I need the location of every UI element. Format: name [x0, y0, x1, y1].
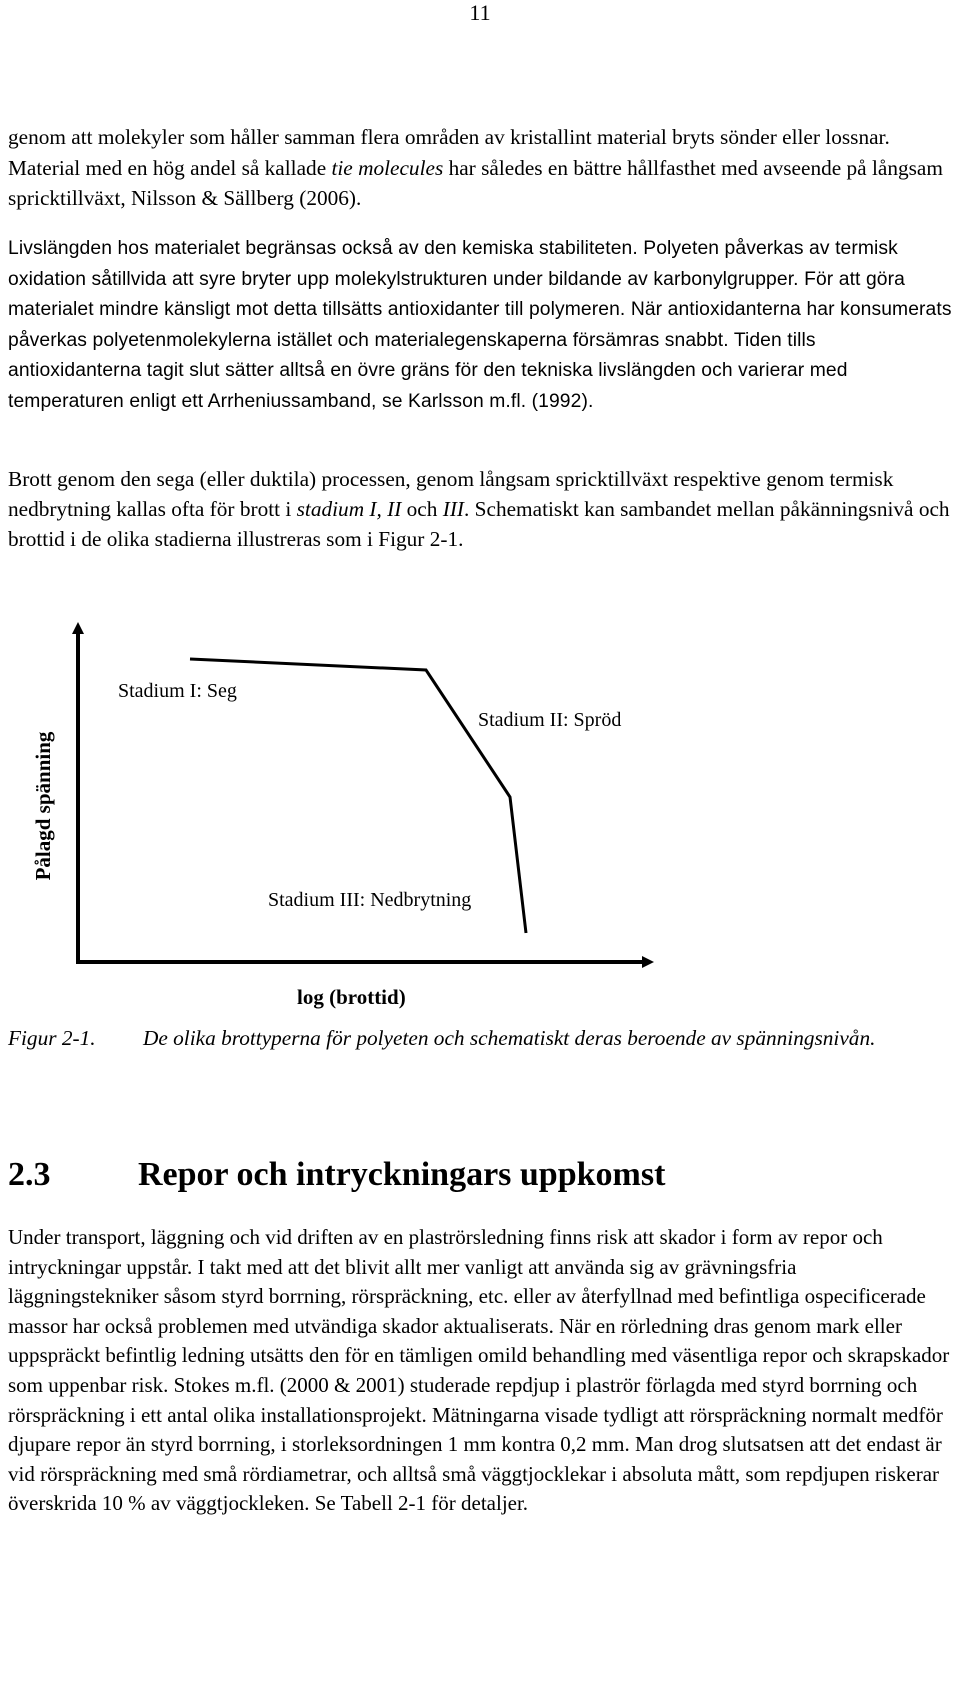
paragraph-text: . Schematiskt kan sambandet mellan påkänningsnivå och brottid i de olika stadierna illustreras som i Figur 2-1.	[8, 496, 950, 551]
paragraph-scratches: Under transport, läggning och vid driften av en plaströrsledning finns risk att skador i form av repor och intryckningar uppstår. I takt med att det blivit allt mer vanligt att använda sig av grävningsfria läggningstekniker såsom styrd borrning, rörspräckning, etc. eller av återfyllnad med befintliga ospecificerade massor har också problemen med utvändiga skador aktualiserats. När en rörledning dras genom mark eller uppspräckt befintlig ledning utsätts den för en tämligen omild behandling med väsentliga repor och skrapskador som uppenbar risk. Stokes m.fl. (2000 & 2001) studerade repdjup i plaströr förlagda med styrd borrning och rörspräckning i ett antal olika installationsprojekt. Mätningarna visade tydligt att rörspräckning normalt medför djupare repor än styrd borrning, i storleksordningen 1 mm kontra 0,2 mm. Man drog slutsatsen att det endast är vid rörspräckning med små rördiametrar, och alltså små väggtjocklekar i absoluta mått, som repdjupen riskerar överskrida 10 % av väggtjockleken. Se Tabell 2-1 för detaljer.	[8, 1225, 950, 1516]
paragraph-tie-molecules	[8, 122, 952, 214]
paragraph-fracture-stages	[8, 465, 952, 554]
paragraph-text: genom att molekyler som håller samman flera områden av kristallint material bryts sönder eller lossnar. Material med en hög andel så kallade	[8, 125, 890, 180]
stage2-label: Stadium II: Spröd	[478, 709, 622, 731]
y-axis-label: Pålagd spänning	[31, 731, 55, 881]
paragraph-text: Brott genom den sega (eller duktila) processen, genom långsam spricktillväxt respektive genom termisk nedbrytning kallas ofta för brott i	[8, 467, 894, 521]
stage3-label: Stadium III: Nedbrytning	[268, 889, 472, 911]
section-title: Repor och intryckningars uppkomst	[138, 1156, 666, 1193]
stage1-label: Stadium I: Seg	[118, 680, 237, 702]
italic-term: III	[442, 496, 465, 521]
figure-caption-label: Figur 2-1.	[8, 1026, 96, 1050]
paragraph-text: har således en bättre hållfasthet med avseende på långsam spricktillväxt, Nilsson & Sällberg (2006).	[8, 155, 943, 210]
figure-caption-text: De olika brottyperna för polyeten och schematiskt deras beroende av spänningsnivån.	[143, 1026, 876, 1050]
section-number: 2.3	[8, 1156, 51, 1193]
page-number: 11	[469, 0, 491, 25]
x-axis-label: log (brottid)	[297, 985, 406, 1009]
paragraph-chemical-stability: Livslängden hos materialet begränsas också av den kemiska stabiliteten. Polyeten påverkas av termisk oxidation såtillvida att syre bryter upp molekylstrukturen under bildande av karbonylgrupper. För att göra materialet mindre känsligt mot detta tillsätts antioxidanter till polymeren. När antioxidanterna har konsumerats påverkas polyetenmolekylerna istället och materialegenskaperna försämras snabbt. Tiden tills antioxidanterna tagit slut sätter alltså en övre gräns för den tekniska livslängden och varierar med temperaturen enligt ett Arrheniussamband, se Karlsson m.fl. (1992).	[8, 238, 952, 412]
italic-term: stadium I, II	[296, 496, 402, 521]
italic-term: tie molecules	[331, 155, 444, 180]
paragraph-text: och	[401, 496, 443, 521]
